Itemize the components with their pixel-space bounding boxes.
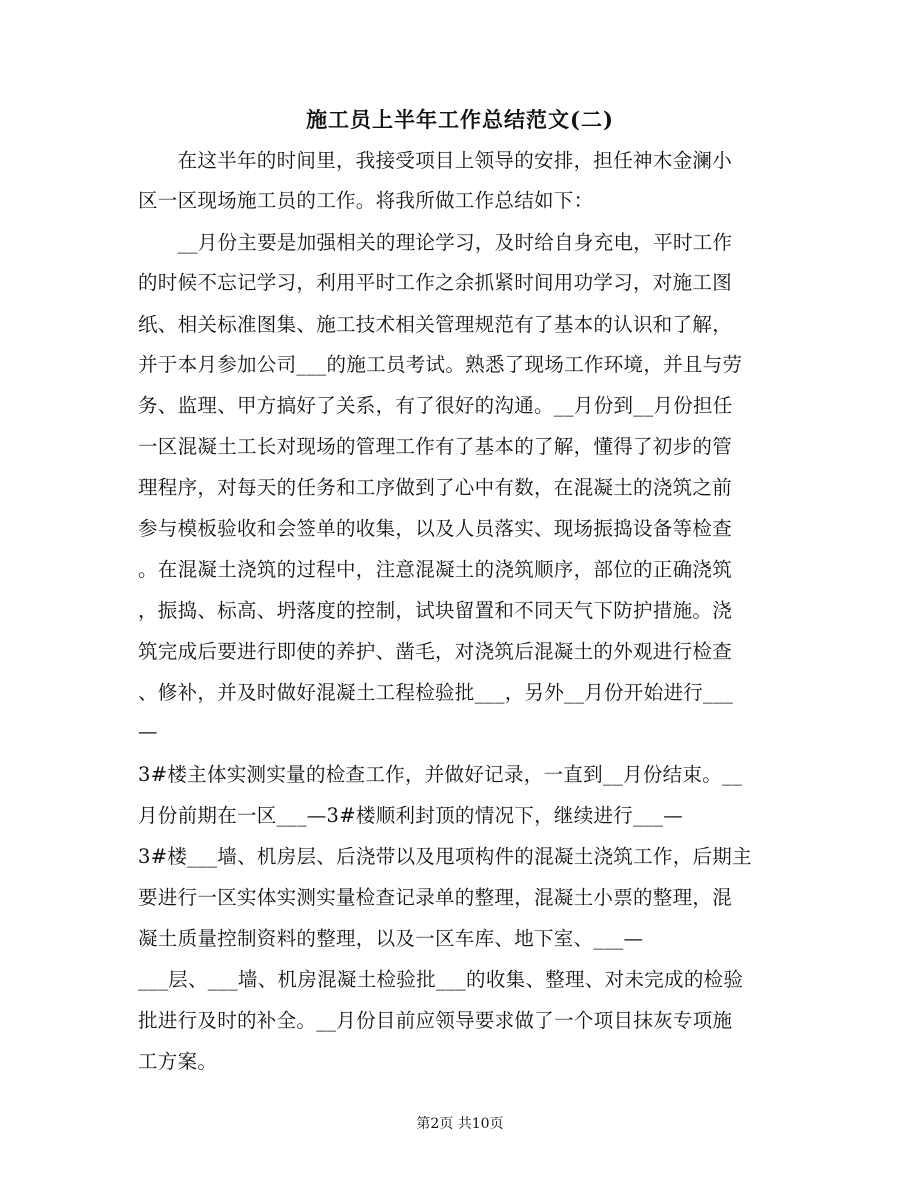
document-title: 施工员上半年工作总结范文(二) (306, 107, 614, 132)
body-line: — (138, 720, 158, 743)
body-line: 批进行及时的补全。__月份目前应领导要求做了一个项目抹灰专项施 (138, 1009, 733, 1032)
body-line: 参与模板验收和会签单的收集，以及人员落实、现场振捣设备等检查 (138, 517, 733, 540)
body-line: 3#楼___墙、机房层、后浇带以及甩项构件的混凝土浇筑工作，后期主 (138, 845, 752, 868)
body-line: 在这半年的时间里，我接受项目上领导的安排，担任神木金澜小 (138, 149, 733, 172)
body-line: 3#楼主体实测实量的检查工作，并做好记录，一直到__月份结束。__ (138, 763, 743, 786)
body-line: 凝土质量控制资料的整理，以及一区车库、地下室、___— (138, 927, 644, 950)
body-line: ，振捣、标高、坍落度的控制，试块留置和不同天气下防护措施。浇 (138, 599, 733, 622)
body-line: 月份前期在一区___—3#楼顺利封顶的情况下，继续进行___— (138, 804, 684, 827)
body-line: 工方案。 (138, 1050, 218, 1073)
body-line: 筑完成后要进行即使的养护、凿毛，对浇筑后混凝土的外观进行检查 (138, 640, 733, 663)
body-line: __月份主要是加强相关的理论学习，及时给自身充电，平时工作 (138, 231, 733, 254)
body-line: 一区混凝土工长对现场的管理工作有了基本的了解，懂得了初步的管 (138, 435, 733, 458)
body-line: 务、监理、甲方搞好了关系，有了很好的沟通。__月份到__月份担任 (138, 394, 733, 417)
body-line: 要进行一区实体实测实量检查记录单的整理，混凝土小票的整理，混 (138, 886, 733, 909)
body-line: 并于本月参加公司___的施工员考试。熟悉了现场工作环境，并且与劳 (138, 353, 743, 376)
body-line: 。在混凝土浇筑的过程中，注意混凝土的浇筑顺序，部位的正确浇筑 (138, 558, 733, 581)
body-line: 、修补，并及时做好混凝土工程检验批___，另外__月份开始进行___ (138, 681, 734, 704)
body-line: ___层、___墙、机房混凝土检验批___的收集、整理、对未完成的检验 (138, 968, 744, 991)
body-line: 区一区现场施工员的工作。将我所做工作总结如下： (138, 189, 594, 212)
body-line: 纸、相关标准图集、施工技术相关管理规范有了基本的认识和了解， (138, 313, 733, 336)
page-footer: 第2页 共10页 (416, 1116, 504, 1132)
body-line: 的时候不忘记学习，利用平时工作之余抓紧时间用功学习，对施工图 (138, 271, 733, 294)
body-line: 理程序，对每天的任务和工序做到了心中有数，在混凝土的浇筑之前 (138, 476, 733, 499)
